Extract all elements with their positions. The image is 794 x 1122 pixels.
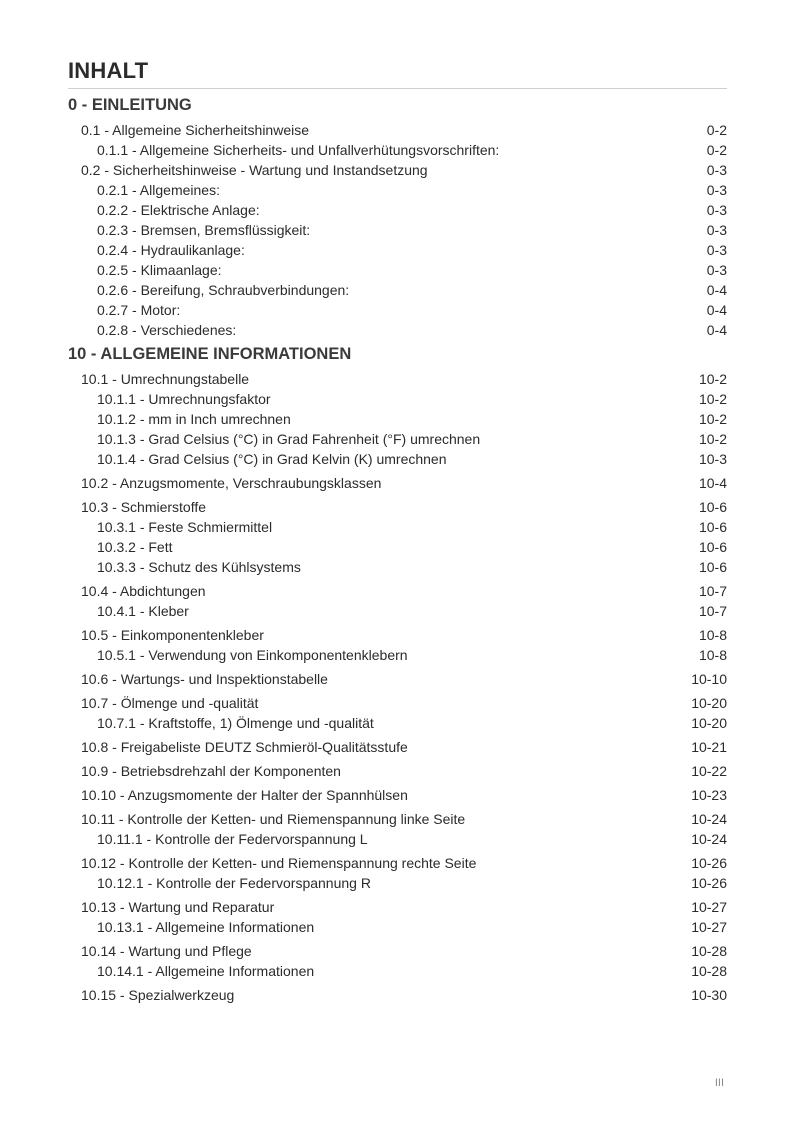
- toc-entry-title: 0.2.5 - Klimaanlage:: [97, 262, 222, 278]
- toc-entry-page: 10-2: [698, 411, 727, 427]
- toc-entry-title: 10.5 - Einkomponentenkleber: [81, 627, 264, 643]
- toc-entry[interactable]: [68, 160, 727, 180]
- toc-entry-page: 10-2: [698, 391, 727, 407]
- toc-subentry[interactable]: [68, 300, 727, 320]
- toc-entry-page: 10-20: [691, 695, 727, 711]
- toc-entry-page: 10-24: [691, 811, 727, 827]
- toc-entry-page: 0-3: [706, 222, 727, 238]
- toc-entry-page: 10-24: [691, 831, 727, 847]
- toc-entry-title: 10.3.1 - Feste Schmiermittel: [97, 519, 273, 535]
- toc-subentry[interactable]: [68, 713, 727, 733]
- toc-entry-title: 10.7 - Ölmenge und -qualität: [81, 695, 259, 711]
- toc-entry-page: 10-2: [698, 431, 727, 447]
- toc-entry-title: 10.9 - Betriebsdrehzahl der Komponenten: [81, 763, 341, 779]
- toc-entry-page: 10-28: [691, 963, 727, 979]
- toc-entry-title: 10.14 - Wartung und Pflege: [81, 943, 252, 959]
- toc-entry-title: 10.15 - Spezialwerkzeug: [81, 987, 235, 1003]
- toc-entry[interactable]: [68, 941, 727, 961]
- toc-entry-page: 10-20: [691, 715, 727, 731]
- toc-group: [68, 581, 727, 621]
- toc-entry-title: 10.1 - Umrechnungstabelle: [81, 371, 250, 387]
- toc-entry-page: 0-4: [706, 322, 727, 338]
- toc-entry-page: 0-3: [706, 262, 727, 278]
- toc-entry-title: 0.1 - Allgemeine Sicherheitshinweise: [81, 122, 310, 138]
- toc-entry[interactable]: [68, 625, 727, 645]
- toc-entry[interactable]: [68, 581, 727, 601]
- toc-group: [68, 369, 727, 469]
- toc-subentry[interactable]: [68, 320, 727, 340]
- toc-group: [68, 809, 727, 849]
- toc-entry-page: 10-8: [698, 627, 727, 643]
- toc-entry-title: 0.2.3 - Bremsen, Bremsflüssigkeit:: [97, 222, 311, 238]
- toc-subentry[interactable]: [68, 240, 727, 260]
- toc-entry[interactable]: [68, 809, 727, 829]
- toc-subentry[interactable]: [68, 517, 727, 537]
- toc-page: [68, 58, 727, 1005]
- toc-group: [68, 761, 727, 781]
- toc-entry-title: 10.6 - Wartungs- und Inspektionstabelle: [81, 671, 328, 687]
- toc-entry-title: 10.1.4 - Grad Celsius (°C) in Grad Kelvin (K) umrechnen: [97, 451, 447, 467]
- toc-entry-page: 10-6: [698, 539, 727, 555]
- toc-entry-title: 0.2.4 - Hydraulikanlage:: [97, 242, 245, 258]
- toc-entry-title: 10.8 - Freigabeliste DEUTZ Schmieröl-Qualitätsstufe: [81, 739, 408, 755]
- toc-group: [68, 897, 727, 937]
- toc-group: [68, 737, 727, 757]
- toc-group: [68, 669, 727, 689]
- toc-entry-title: 10.3.3 - Schutz des Kühlsystems: [97, 559, 301, 575]
- toc-entry-title: 10.1.3 - Grad Celsius (°C) in Grad Fahrenheit (°F) umrechnen: [97, 431, 481, 447]
- toc-entry-page: 10-3: [698, 451, 727, 467]
- toc-subentry[interactable]: [68, 280, 727, 300]
- toc-entry[interactable]: [68, 785, 727, 805]
- page-number: III: [714, 1077, 724, 1089]
- toc-entry-page: 10-22: [691, 763, 727, 779]
- toc-entry-title: 0.2.8 - Verschiedenes:: [97, 322, 237, 338]
- toc-subentry[interactable]: [68, 449, 727, 469]
- section-title: 10 - ALLGEMEINE INFORMATIONEN: [68, 345, 352, 363]
- toc-entry-title: 10.13 - Wartung und Reparatur: [81, 899, 275, 915]
- toc-entry[interactable]: [68, 737, 727, 757]
- toc-subentry[interactable]: [68, 917, 727, 937]
- toc-entry[interactable]: [68, 897, 727, 917]
- toc-entry-page: 10-26: [691, 875, 727, 891]
- toc-subentry[interactable]: [68, 220, 727, 240]
- toc-subentry[interactable]: [68, 537, 727, 557]
- toc-entry[interactable]: [68, 853, 727, 873]
- toc-group: [68, 853, 727, 893]
- toc-group: [68, 785, 727, 805]
- toc-entry-page: 0-3: [706, 182, 727, 198]
- toc-subentry[interactable]: [68, 389, 727, 409]
- toc-entry-title: 0.2.6 - Bereifung, Schraubverbindungen:: [97, 282, 350, 298]
- toc-entry[interactable]: [68, 693, 727, 713]
- toc-group: [68, 497, 727, 577]
- toc-entry-page: 0-2: [706, 142, 727, 158]
- toc-entry-page: 10-30: [691, 987, 727, 1003]
- toc-entry-title: 10.1.2 - mm in Inch umrechnen: [97, 411, 291, 427]
- toc-entry-page: 10-8: [698, 647, 727, 663]
- toc-subentry[interactable]: [68, 601, 727, 621]
- toc-entry-title: 10.7.1 - Kraftstoffe, 1) Ölmenge und -qualität: [97, 715, 374, 731]
- toc-entry-page: 10-2: [698, 371, 727, 387]
- toc-entry-page: 10-4: [698, 475, 727, 491]
- toc-entry-title: 0.1.1 - Allgemeine Sicherheits- und Unfallverhütungsvorschriften:: [97, 142, 500, 158]
- toc-entry-page: 0-3: [706, 202, 727, 218]
- toc-entry-page: 10-23: [691, 787, 727, 803]
- section-entries: [68, 120, 727, 340]
- toc-subentry[interactable]: [68, 829, 727, 849]
- toc-entry[interactable]: [68, 473, 727, 493]
- toc-subentry[interactable]: [68, 140, 727, 160]
- toc-entry-title: 10.4.1 - Kleber: [97, 603, 189, 619]
- toc-entry-page: 0-4: [706, 302, 727, 318]
- toc-entry-title: 10.1.1 - Umrechnungsfaktor: [97, 391, 271, 407]
- toc-entry-title: 10.11 - Kontrolle der Ketten- und Riemenspannung linke Seite: [81, 811, 466, 827]
- section-entries: [68, 369, 727, 1005]
- toc-entry-title: 10.2 - Anzugsmomente, Verschraubungsklassen: [81, 475, 382, 491]
- toc-entry-title: 10.3 - Schmierstoffe: [81, 499, 207, 515]
- toc-entry-title: 10.13.1 - Allgemeine Informationen: [97, 919, 315, 935]
- toc-subentry[interactable]: [68, 557, 727, 577]
- toc-group: [68, 985, 727, 1005]
- toc-entry-page: 10-6: [698, 519, 727, 535]
- toc-entry-page: 10-7: [698, 583, 727, 599]
- toc-entry-page: 10-6: [698, 559, 727, 575]
- toc-entry-title: 10.12.1 - Kontrolle der Federvorspannung R: [97, 875, 371, 891]
- toc-entry-title: 10.4 - Abdichtungen: [81, 583, 206, 599]
- toc-entry-title: 10.10 - Anzugsmomente der Halter der Spannhülsen: [81, 787, 408, 803]
- toc-entry-title: 0.2.1 - Allgemeines:: [97, 182, 220, 198]
- toc-entry[interactable]: [68, 669, 727, 689]
- toc-entry-page: 10-10: [691, 671, 727, 687]
- toc-subentry[interactable]: [68, 645, 727, 665]
- toc-entry-page: 0-4: [706, 282, 727, 298]
- toc-entry[interactable]: [68, 369, 727, 389]
- toc-group: [68, 120, 727, 340]
- toc-entry[interactable]: [68, 120, 727, 140]
- toc-subentry[interactable]: [68, 409, 727, 429]
- toc-subentry[interactable]: [68, 961, 727, 981]
- toc-entry-page: 10-6: [698, 499, 727, 515]
- toc-group: [68, 625, 727, 665]
- toc-subentry[interactable]: [68, 429, 727, 449]
- toc-entry-page: 0-3: [706, 162, 727, 178]
- toc-entry-page: 10-27: [691, 899, 727, 915]
- toc-entry-page: 10-21: [691, 739, 727, 755]
- toc-subentry[interactable]: [68, 200, 727, 220]
- toc-entry-title: 10.12 - Kontrolle der Ketten- und Riemenspannung rechte Seite: [81, 855, 477, 871]
- toc-group: [68, 473, 727, 493]
- toc-entry-page: 0-2: [706, 122, 727, 138]
- toc-entry[interactable]: [68, 985, 727, 1005]
- toc-entry-page: 10-28: [691, 943, 727, 959]
- toc-entry-page: 10-26: [691, 855, 727, 871]
- toc-subentry[interactable]: [68, 873, 727, 893]
- toc-entry-title: 0.2.2 - Elektrische Anlage:: [97, 202, 260, 218]
- toc-entry-title: 0.2 - Sicherheitshinweise - Wartung und Instandsetzung: [81, 162, 428, 178]
- toc-group: [68, 693, 727, 733]
- toc-subentry[interactable]: [68, 260, 727, 280]
- toc-entry-page: 0-3: [706, 242, 727, 258]
- toc-entry[interactable]: [68, 497, 727, 517]
- toc-entry-title: 10.14.1 - Allgemeine Informationen: [97, 963, 315, 979]
- toc-entry[interactable]: [68, 761, 727, 781]
- toc-entry-title: 10.11.1 - Kontrolle der Federvorspannung L: [97, 831, 368, 847]
- toc-group: [68, 941, 727, 981]
- toc-subentry[interactable]: [68, 180, 727, 200]
- page-title: INHALT: [68, 58, 727, 89]
- toc-entry-page: 10-7: [698, 603, 727, 619]
- section-title: 0 - EINLEITUNG: [68, 96, 192, 114]
- toc-entry-title: 10.5.1 - Verwendung von Einkomponentenklebern: [97, 647, 408, 663]
- toc-entry-title: 10.3.2 - Fett: [97, 539, 173, 555]
- toc-entry-title: 0.2.7 - Motor:: [97, 302, 181, 318]
- toc-entry-page: 10-27: [691, 919, 727, 935]
